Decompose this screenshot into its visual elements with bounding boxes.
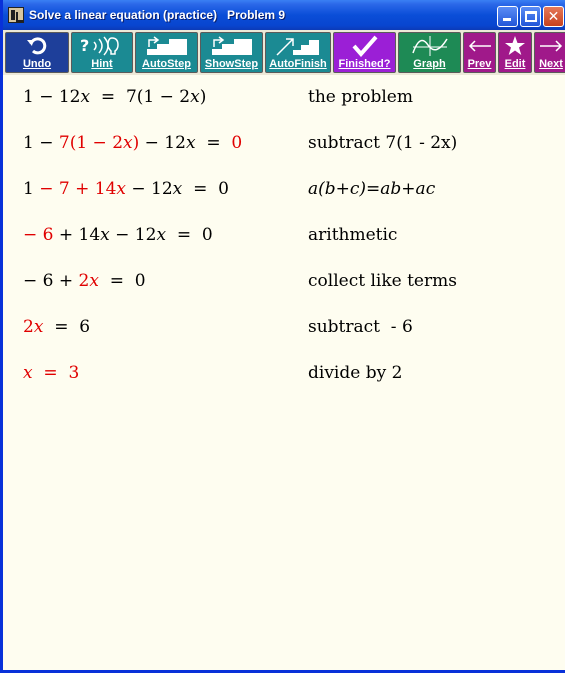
undo-icon xyxy=(26,35,48,57)
equation-term: 1 − xyxy=(23,133,59,153)
step-description: subtract - 6 xyxy=(308,317,413,337)
equation-term: x xyxy=(89,271,99,291)
equation-term: = 3 xyxy=(32,363,80,383)
minimize-icon xyxy=(503,18,511,21)
hint-icon xyxy=(78,35,126,57)
step-row xyxy=(6,317,565,347)
step-equation[interactable] xyxy=(23,179,229,199)
equation-term: x xyxy=(33,317,44,337)
step-description: the problem xyxy=(308,87,413,107)
equation-term: = 6 xyxy=(43,317,91,337)
showstep-button[interactable] xyxy=(200,32,263,73)
equation-term: 1 xyxy=(23,179,34,199)
step-row xyxy=(6,87,565,117)
step-equation[interactable] xyxy=(23,225,213,245)
arrow-left-icon xyxy=(467,35,493,57)
step-equation[interactable] xyxy=(23,317,90,337)
autostep-icon xyxy=(143,35,191,57)
equation-term: 1 − 12 xyxy=(23,87,81,107)
arrow-right-icon xyxy=(538,35,564,57)
equation-term: ) xyxy=(132,133,140,153)
solution-area xyxy=(6,75,565,670)
hint-label: Hint xyxy=(91,58,113,70)
maximize-button[interactable] xyxy=(520,6,541,27)
next-button[interactable] xyxy=(534,32,565,73)
step-equation[interactable] xyxy=(23,133,242,153)
step-row xyxy=(6,271,565,301)
equation-term: ) xyxy=(199,87,207,107)
step-equation[interactable] xyxy=(23,271,146,291)
undo-button[interactable] xyxy=(5,32,69,73)
showstep-label: ShowStep xyxy=(204,58,259,70)
step-row xyxy=(6,225,565,255)
equation-term: x xyxy=(185,133,196,153)
window-controls xyxy=(497,6,564,27)
step-row xyxy=(6,179,565,209)
equation-term: x xyxy=(172,179,183,199)
step-description: subtract 7(1 - 2x) xyxy=(308,133,458,153)
equation-term: = 0 xyxy=(98,271,146,291)
close-button[interactable] xyxy=(543,6,564,27)
svg-text:?: ? xyxy=(80,36,90,55)
edit-button[interactable] xyxy=(498,32,532,73)
equation-term: − 6 + xyxy=(23,271,79,291)
autostep-button[interactable] xyxy=(135,32,198,73)
graph-label: Graph xyxy=(413,58,446,70)
equation-term: x xyxy=(23,363,33,383)
step-description: collect like terms xyxy=(308,271,457,291)
step-row xyxy=(6,133,565,163)
next-label: Next xyxy=(539,58,563,70)
equation-term: + 14 xyxy=(53,225,101,245)
maximize-icon xyxy=(525,11,537,22)
equation-term: 7(1 − 2 xyxy=(58,133,124,153)
window-title: Solve a linear equation (practice) Problem 9 xyxy=(29,8,286,22)
equation-term: − 12 xyxy=(125,179,173,199)
step-description: arithmetic xyxy=(308,225,398,245)
app-icon xyxy=(8,7,24,23)
equation-term: − 6 xyxy=(23,225,54,245)
star-icon xyxy=(504,35,526,57)
step-equation[interactable] xyxy=(23,87,206,107)
step-description: divide by 2 xyxy=(308,363,403,383)
equation-term: = 7(1 − 2 xyxy=(90,87,191,107)
edit-label: Edit xyxy=(504,58,526,70)
title-bar xyxy=(3,0,565,30)
finished-label: Finished? xyxy=(338,58,391,70)
autofinish-button[interactable] xyxy=(265,32,331,73)
graph-button[interactable] xyxy=(398,32,461,73)
equation-term: = 0 xyxy=(166,225,213,245)
equation-term: = xyxy=(195,133,232,153)
showstep-icon xyxy=(208,35,256,57)
equation-term: x xyxy=(123,133,133,153)
autostep-label: AutoStep xyxy=(142,58,191,70)
equation-term: = 0 xyxy=(182,179,229,199)
step-row xyxy=(6,363,565,393)
equation-term: − 12 xyxy=(139,133,186,153)
autofinish-icon xyxy=(273,35,323,57)
undo-label: Undo xyxy=(22,58,52,70)
prev-button[interactable] xyxy=(463,32,496,73)
equation-term: 2 xyxy=(78,271,90,291)
prev-label: Prev xyxy=(467,58,492,70)
equation-term: x xyxy=(80,87,91,107)
hint-button[interactable] xyxy=(71,32,133,73)
close-icon: ✕ xyxy=(547,9,560,25)
equation-term: x xyxy=(156,225,167,245)
toolbar xyxy=(3,30,565,75)
equation-term: 2 xyxy=(23,317,34,337)
graph-icon xyxy=(410,35,450,57)
equation-term: − 12 xyxy=(109,225,157,245)
autofinish-label: AutoFinish xyxy=(269,58,327,70)
finished-button[interactable] xyxy=(333,32,396,73)
equation-term: − 7 + 14 xyxy=(33,179,117,199)
equation-term: x xyxy=(116,179,126,199)
step-equation[interactable] xyxy=(23,363,79,383)
step-description: a(b+c)=ab+ac xyxy=(308,179,436,199)
equation-term: x xyxy=(100,225,110,245)
equation-term: 0 xyxy=(231,133,243,153)
equation-term: x xyxy=(190,87,200,107)
checkmark-icon xyxy=(350,35,380,57)
minimize-button[interactable] xyxy=(497,6,518,27)
